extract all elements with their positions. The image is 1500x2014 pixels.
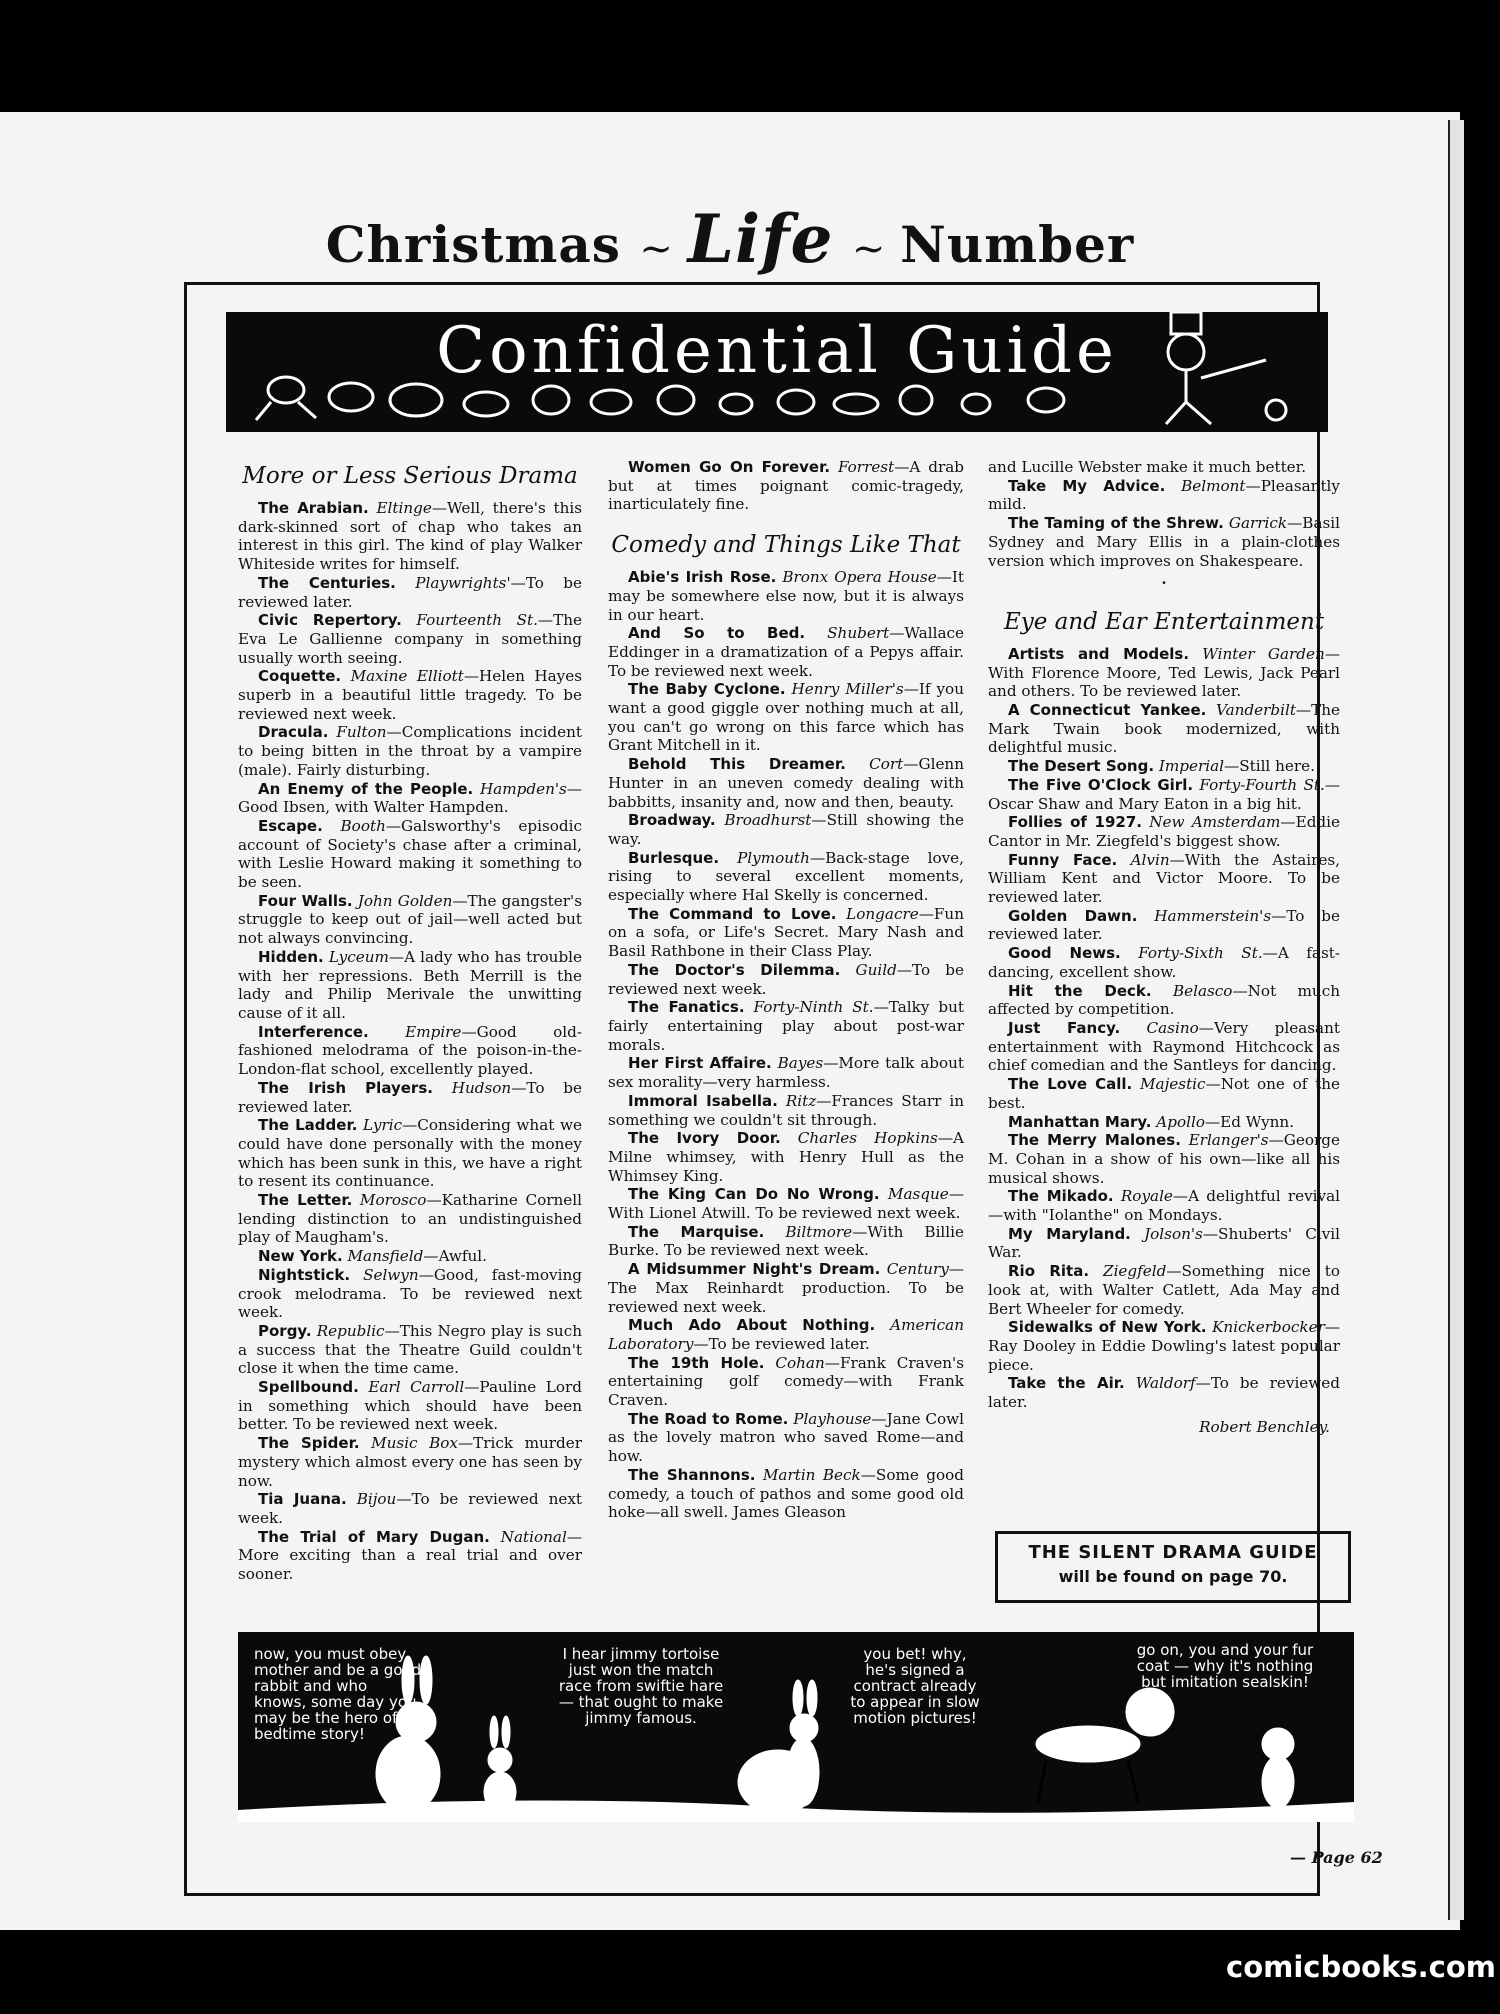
serious-drama-list <box>238 499 582 1584</box>
entry-title: The Merry Malones. <box>1008 1131 1181 1150</box>
guide-entry <box>608 849 964 905</box>
entry-title: Porgy. <box>258 1321 312 1340</box>
entry-description: —Wallace Eddinger in a dramatization of a Pepys affair. To be reviewed next week. <box>608 624 964 680</box>
entry-title: The Five O'Clock Girl. <box>1008 775 1194 794</box>
entry-theater: Royale <box>1120 1187 1173 1206</box>
entry-description: —If you want a good giggle over nothing much at all, you can't go wrong on this farce which has Grant Mitchell in it. <box>608 680 964 755</box>
entry-description: —Good Ibsen, with Walter Hampden. <box>238 779 583 817</box>
speech-bubble-hedgehog: I hear jimmy tortoise just won the match race from swiftie hare — that ought to make jimmy famous. <box>558 1645 724 1727</box>
entry-theater: Waldorf <box>1135 1374 1196 1393</box>
entry-description: —Very pleasant entertainment with Raymond Hitchcock as chief comedian and the Santleys for dancing. <box>988 1018 1340 1075</box>
entry-description: —With Billie Burke. To be reviewed next week. <box>608 1222 964 1260</box>
entry-title: Four Walls. <box>258 891 353 910</box>
entry-title: Interference. <box>258 1022 369 1041</box>
entry-title: New York. <box>258 1247 343 1266</box>
guide-entry <box>988 1318 1340 1374</box>
page-number: — Page 62 <box>1290 1848 1383 1867</box>
guide-entry <box>608 811 964 848</box>
entry-title: A Connecticut Yankee. <box>1008 701 1207 720</box>
entry-theater: Republic <box>316 1321 385 1340</box>
entry-title: Sidewalks of New York. <box>1008 1318 1207 1337</box>
masthead <box>0 200 1460 278</box>
entry-theater: Forty-Fourth St. <box>1199 775 1325 794</box>
guide-entry <box>988 1113 1340 1132</box>
entry-description: —To be reviewed later. <box>238 573 583 611</box>
entry-title: And So to Bed. <box>628 624 806 643</box>
guide-entry <box>988 1262 1340 1318</box>
entry-theater: National <box>500 1527 567 1546</box>
entry-description: —Ed Wynn. <box>1204 1112 1295 1131</box>
entry-title: Tia Juana. <box>258 1490 347 1509</box>
entry-theater: Selwyn <box>363 1265 419 1284</box>
guide-entry <box>608 1185 964 1222</box>
entry-title: The Mikado. <box>1008 1187 1114 1206</box>
entry-theater: Playhouse <box>793 1409 872 1428</box>
guide-entry <box>608 961 964 998</box>
entry-theater: Forty-Sixth St. <box>1138 944 1263 963</box>
entry-title: Rio Rita. <box>1008 1262 1090 1281</box>
entry-title: The Ladder. <box>258 1116 358 1135</box>
site-watermark: comicbooks.com <box>1226 1950 1496 1984</box>
entry-theater: Longacre <box>846 904 919 923</box>
guide-entry <box>238 1191 582 1247</box>
entry-title: Spellbound. <box>258 1378 359 1397</box>
entry-description: —It may be somewhere else now, but it is always in our heart. <box>608 568 964 624</box>
entry-theater: Apollo <box>1156 1112 1205 1131</box>
entry-description: —Talky but fairly entertaining play about post-war morals. <box>608 998 964 1054</box>
guide-entry <box>608 755 964 811</box>
continued-text: and Lucille Webster make it much better. <box>988 458 1307 476</box>
entry-description: —Pauline Lord in something which should have been better. To be reviewed next week. <box>238 1378 582 1434</box>
entry-theater: Guild <box>855 960 897 979</box>
entry-theater: Belasco <box>1172 981 1233 1000</box>
entry-description: —Ray Dooley in Eddie Dowling's latest popular piece. <box>988 1318 1341 1374</box>
entry-description: —Helen Hayes superb in a beautiful little tragedy. To be reviewed next week. <box>238 667 582 723</box>
entry-description: —To be reviewed next week. <box>238 1490 583 1527</box>
entry-theater: Imperial <box>1158 757 1225 776</box>
guide-entry <box>608 1054 964 1091</box>
guide-entry <box>988 813 1340 850</box>
entry-title: My Maryland. <box>1008 1224 1131 1243</box>
comedy-list <box>608 568 964 1522</box>
separator-dot: · <box>1161 574 1167 593</box>
speech-bubble-mother-rabbit: now, you must obey mother and be a good rabbit and who knows, some day you may be the hero of a bedtime story! <box>254 1645 422 1743</box>
entry-description: —To be reviewed later. <box>693 1334 870 1353</box>
guide-entry <box>988 851 1340 907</box>
entry-description: —This Negro play is such a success that the Theatre Guild couldn't close it when the time came. <box>238 1321 582 1378</box>
entry-title: Take the Air. <box>1008 1374 1125 1393</box>
entry-description: —Still here. <box>1224 757 1315 776</box>
entry-theater: Forty-Ninth St. <box>753 998 874 1017</box>
entry-title: The Trial of Mary Dugan. <box>258 1527 490 1546</box>
entry-description: —The Max Reinhardt production. To be reviewed next week. <box>608 1260 964 1316</box>
banner-title: Confidential Guide <box>436 314 1118 388</box>
entry-title: Much Ado About Nothing. <box>628 1316 876 1335</box>
guide-entry <box>608 1466 964 1522</box>
guide-entry <box>988 1075 1340 1112</box>
masthead-christmas: Christmas <box>325 215 621 274</box>
entry-title: The Shannons. <box>628 1465 756 1484</box>
entry-title: The Road to Rome. <box>628 1409 789 1428</box>
entry-theater: Hampden's <box>479 779 567 798</box>
guide-entry <box>988 701 1340 757</box>
bottom-cartoon-strip <box>238 1632 1354 1822</box>
entry-description: —The Eva Le Gallienne company in something usually worth seeing. <box>238 611 583 667</box>
page-spine-edge <box>1448 120 1464 1920</box>
comedy-continued-list <box>988 477 1340 571</box>
entry-theater: Casino <box>1146 1018 1199 1037</box>
entry-theater: Earl Carroll <box>368 1378 465 1397</box>
section-heading-eye-ear: Eye and Ear Entertainment <box>1003 608 1325 635</box>
entry-description: —More talk about sex morality—very harmless. <box>608 1054 965 1092</box>
entry-description: —Trick murder mystery which almost every one has seen by now. <box>238 1434 583 1490</box>
entry-title: The Fanatics. <box>628 998 745 1017</box>
entry-theater: Bronx Opera House <box>782 568 937 587</box>
entry-title: Abie's Irish Rose. <box>628 568 777 587</box>
guide-entry <box>238 892 582 948</box>
entry-theater: Biltmore <box>785 1222 853 1241</box>
entry-description: —The gangster's struggle to keep out of jail—well acted but not always convincing. <box>238 891 582 948</box>
entry-title: The Desert Song. <box>1008 757 1155 776</box>
entry-description: —Katharine Cornell lending distinction to an undistinguished play of Maugham's. <box>238 1191 582 1247</box>
guide-entry <box>238 780 582 817</box>
entry-title: Dracula. <box>258 723 329 742</box>
guide-banner <box>226 312 1328 432</box>
entry-theater: Maxine Elliott <box>350 667 464 686</box>
entry-description: —Still showing the way. <box>608 811 965 848</box>
entry-theater: Forrest <box>837 458 895 476</box>
entry-title: A Midsummer Night's Dream. <box>628 1260 881 1279</box>
guide-entry <box>988 645 1340 701</box>
entry-theater: Lyric <box>363 1116 403 1135</box>
entry-description: —Eddie Cantor in Mr. Ziegfeld's biggest show. <box>988 813 1340 850</box>
entry-theater: Broadhurst <box>724 811 812 830</box>
entry-description: —Back-stage love, rising to several excellent moments, especially where Hal Skelly is concerned. <box>608 848 964 905</box>
guide-entry <box>988 776 1340 813</box>
entry-title: The Love Call. <box>1008 1075 1133 1094</box>
guide-entry <box>988 944 1340 981</box>
entry-title: Immoral Isabella. <box>628 1091 778 1110</box>
entry-theater: John Golden <box>357 891 453 910</box>
guide-entry <box>608 1223 964 1260</box>
guide-entry <box>608 1316 964 1353</box>
guide-entry <box>608 1129 964 1185</box>
entry-theater: Martin Beck <box>762 1465 861 1484</box>
guide-entry <box>608 458 964 514</box>
entry-description: —To be reviewed next week. <box>608 960 965 998</box>
entry-title: Just Fancy. <box>1008 1018 1121 1037</box>
entry-theater: New Amsterdam <box>1149 813 1281 832</box>
entry-theater: Henry Miller's <box>791 680 904 699</box>
entry-title: Manhattan Mary. <box>1008 1112 1152 1131</box>
entry-theater: Cort <box>869 755 904 774</box>
entry-theater: Bijou <box>356 1490 397 1509</box>
entry-title: The Centuries. <box>258 573 396 592</box>
entry-theater: Winter Garden <box>1202 644 1325 663</box>
entry-description: —Shuberts' Civil War. <box>988 1224 1341 1262</box>
masthead-life: Life <box>687 200 834 278</box>
guide-entry <box>608 568 964 624</box>
entry-title: Nightstick. <box>258 1265 351 1284</box>
guide-entry <box>988 1225 1340 1262</box>
guide-entry <box>238 1116 582 1191</box>
entry-description: —Good old-fashioned melodrama of the poison-in-the-London-flat school, excellently played. <box>238 1022 583 1079</box>
guide-entry <box>238 499 582 574</box>
entry-theater: Ziegfeld <box>1103 1262 1167 1281</box>
entry-theater: Alvin <box>1130 850 1170 869</box>
serious-drama-continued-list <box>608 458 964 514</box>
entry-description: —Well, there's this dark-skinned sort of chap who takes an interest in this girl. The kind of play Walker Whiteside writes for himself. <box>238 499 583 574</box>
guide-entry <box>238 1378 582 1434</box>
entry-theater: Charles Hopkins <box>797 1129 938 1148</box>
entry-theater: Empire <box>405 1022 462 1041</box>
entry-description: —Frances Starr in something we couldn't sit through. <box>608 1091 964 1129</box>
section-heading-comedy: Comedy and Things Like That <box>611 532 961 559</box>
entry-theater: Majestic <box>1139 1075 1206 1094</box>
column-2 <box>608 458 964 1522</box>
entry-theater: Hudson <box>451 1078 512 1097</box>
entry-theater: Cohan <box>775 1353 825 1372</box>
entry-theater: Fourteenth St. <box>416 611 538 630</box>
entry-title: The 19th Hole. <box>628 1353 765 1372</box>
entry-theater: Erlanger's <box>1188 1131 1269 1150</box>
entry-title: Burlesque. <box>628 848 720 867</box>
guide-entry <box>238 1079 582 1116</box>
entry-description: —The Mark Twain book modernized, with delightful music. <box>988 701 1341 757</box>
author-signature: Robert Benchley. <box>1199 1417 1330 1436</box>
entry-description: —To be reviewed later. <box>988 1374 1341 1412</box>
entry-description: —Awful. <box>423 1247 487 1266</box>
entry-theater: Century <box>886 1260 949 1279</box>
entry-description: —Good, fast-moving crook melodrama. To be reviewed next week. <box>238 1265 582 1322</box>
column-1 <box>238 455 582 1584</box>
entry-description: —Jane Cowl as the lovely matron who saved Rome—and how. <box>608 1409 964 1466</box>
entry-title: The Arabian. <box>258 499 369 517</box>
entry-title: The Baby Cyclone. <box>628 680 786 699</box>
entry-title: Funny Face. <box>1008 850 1118 869</box>
guide-entry <box>608 624 964 680</box>
guide-entry <box>988 514 1340 570</box>
guide-entry <box>988 1131 1340 1187</box>
speech-bubble-rabbit: you bet! why, he's signed a contract already to appear in slow motion pictures! <box>850 1645 980 1727</box>
guide-entry <box>238 1023 582 1079</box>
silent-drama-guide-notice <box>995 1531 1351 1603</box>
guide-entry <box>608 1092 964 1129</box>
guide-entry <box>238 1434 582 1490</box>
entry-title: The Spider. <box>258 1434 360 1453</box>
guide-entry <box>238 817 582 892</box>
entry-theater: Knickerbocker <box>1212 1318 1325 1337</box>
entry-theater: American Laboratory <box>608 1316 964 1353</box>
entry-title: Hit the Deck. <box>1008 981 1152 1000</box>
entry-description: —Basil Sydney and Mary Ellis in a plain-clothes version which improves on Shakespeare. <box>988 514 1341 570</box>
entry-theater: Eltinge <box>376 499 432 517</box>
guide-entry <box>238 611 582 667</box>
entry-theater: Playwrights' <box>415 573 511 592</box>
entry-description: —Complications incident to being bitten in the throat by a vampire (male). Fairly disturbing. <box>238 723 582 779</box>
entry-theater: Masque <box>887 1185 949 1204</box>
entry-title: The Ivory Door. <box>628 1129 781 1148</box>
entry-description: —Frank Craven's entertaining golf comedy—with Frank Craven. <box>608 1353 965 1410</box>
section-heading-serious-drama: More or Less Serious Drama <box>242 463 578 489</box>
guide-entry <box>238 723 582 779</box>
entry-title: Women Go On Forever. <box>628 458 831 476</box>
guide-entry <box>988 757 1340 776</box>
entry-description: —Something nice to look at, with Walter Catlett, Ada May and Bert Wheeler for comedy. <box>988 1262 1341 1318</box>
guide-entry <box>988 477 1340 514</box>
guide-entry <box>988 1187 1340 1224</box>
entry-title: Good News. <box>1008 944 1121 963</box>
entry-theater: Booth <box>340 816 386 835</box>
entry-title: The Marquise. <box>628 1222 765 1241</box>
guide-entry <box>238 574 582 611</box>
entry-theater: Bayes <box>777 1054 824 1073</box>
entry-title: Coquette. <box>258 667 342 686</box>
guide-entry <box>238 1322 582 1378</box>
entry-title: Artists and Models. <box>1008 644 1190 663</box>
entry-description: —With the Astaires, William Kent and Victor Moore. To be reviewed later. <box>988 850 1340 907</box>
guide-entry <box>238 1490 582 1527</box>
speech-bubble-dog: go on, you and your fur coat — why it's nothing but imitation sealskin! <box>1136 1641 1314 1691</box>
guide-entry <box>238 1266 582 1322</box>
entry-description: —With Lionel Atwill. To be reviewed next week. <box>608 1185 964 1223</box>
entry-description: —More exciting than a real trial and over sooner. <box>238 1527 583 1584</box>
entry-title: The Doctor's Dilemma. <box>628 960 841 979</box>
guide-entry <box>608 998 964 1054</box>
guide-entry <box>988 907 1340 944</box>
guide-entry <box>608 905 964 961</box>
entry-title: Behold This Dreamer. <box>628 755 846 774</box>
entry-title: Escape. <box>258 816 323 835</box>
entry-description: —To be reviewed later. <box>238 1078 582 1116</box>
entry-title: The King Can Do No Wrong. <box>628 1185 880 1204</box>
entry-description: —Pleasantly mild. <box>988 476 1340 514</box>
entry-description: —Not one of the best. <box>988 1075 1340 1112</box>
guide-entry <box>608 1354 964 1410</box>
eye-ear-list <box>988 645 1340 1412</box>
notice-subtitle: will be found on page 70. <box>1058 1567 1288 1586</box>
entry-title: Golden Dawn. <box>1008 906 1138 925</box>
notice-title: THE SILENT DRAMA GUIDE <box>1028 1542 1318 1563</box>
entry-title: The Taming of the Shrew. <box>1008 514 1224 533</box>
entry-theater: Music Box <box>371 1434 458 1453</box>
entry-theater: Hammerstein's <box>1154 906 1272 925</box>
entry-description: —George M. Cohan in a show of his own—like all his musical shows. <box>988 1131 1340 1187</box>
entry-description: —Not much affected by competition. <box>988 981 1340 1019</box>
guide-entry <box>238 948 582 1023</box>
entry-description: —Considering what we could have done personally with the money which has been sunk in this, we have a right to resent its continuance. <box>238 1116 582 1191</box>
entry-theater: Garrick <box>1228 514 1288 533</box>
entry-theater: Morosco <box>359 1191 427 1210</box>
guide-entry <box>608 680 964 755</box>
entry-title: Follies of 1927. <box>1008 813 1142 832</box>
guide-entry <box>988 1374 1340 1411</box>
guide-entry <box>608 1260 964 1316</box>
entry-theater: Vanderbilt <box>1216 701 1296 720</box>
entry-description: —Fun on a sofa, or Life's Secret. Mary Nash and Basil Rathbone in their Class Play. <box>608 904 964 961</box>
entry-theater: Fulton <box>336 723 387 742</box>
entry-title: Take My Advice. <box>1008 476 1166 495</box>
entry-title: The Command to Love. <box>628 904 837 923</box>
entry-title: Broadway. <box>628 811 716 830</box>
entry-description: —Oscar Shaw and Mary Eaton in a big hit. <box>988 775 1340 813</box>
entry-description: —To be reviewed later. <box>988 906 1340 944</box>
masthead-number: Number <box>900 215 1135 274</box>
entry-theater: Mansfield <box>347 1247 424 1266</box>
entry-title: Civic Repertory. <box>258 611 402 630</box>
entry-theater: Plymouth <box>737 848 810 867</box>
entry-description: —With Florence Moore, Ted Lewis, Jack Pearl and others. To be reviewed later. <box>988 644 1340 701</box>
entry-title: Hidden. <box>258 947 324 966</box>
guide-entry <box>608 1410 964 1466</box>
entry-title: Her First Affaire. <box>628 1054 772 1073</box>
guide-entry <box>238 667 582 723</box>
entry-theater: Belmont <box>1181 476 1246 495</box>
guide-entry <box>238 1247 582 1266</box>
guide-entry <box>988 1019 1340 1075</box>
swash-ornament-left: ~ <box>639 226 688 272</box>
swash-ornament-right: ~ <box>851 226 901 272</box>
entry-theater: Lyceum <box>328 947 389 966</box>
entry-description: —Some good comedy, a touch of pathos and some good old hoke—all swell. James Gleason <box>608 1465 964 1522</box>
entry-description: —A lady who has trouble with her repressions. Beth Merrill is the lady and Philip Merivale the unwitting cause of it all. <box>238 947 583 1022</box>
entry-description: —A fast-dancing, excellent show. <box>988 944 1340 981</box>
entry-theater: Ritz <box>785 1091 817 1110</box>
entry-title: The Irish Players. <box>258 1078 433 1097</box>
guide-entry <box>238 1528 582 1584</box>
entry-description: —A drab but at times poignant comic-tragedy, inarticulately fine. <box>608 458 965 514</box>
entry-description: —Galsworthy's episodic account of Society's chase after a criminal, with Leslie Howard making it something to be seen. <box>238 816 583 892</box>
entry-theater: Jolson's <box>1144 1224 1203 1243</box>
entry-description: —Glenn Hunter in an uneven comedy dealing with babbitts, insanity and, now and then, beauty. <box>608 755 964 811</box>
entry-title: The Letter. <box>258 1191 353 1210</box>
guide-entry <box>988 982 1340 1019</box>
entry-theater: Shubert <box>827 624 890 643</box>
entry-title: An Enemy of the People. <box>258 779 474 798</box>
column-3 <box>988 458 1340 1436</box>
entry-description: —A delightful revival—with "Iolanthe" on Mondays. <box>988 1187 1341 1225</box>
entry-description: —A Milne whimsey, with Henry Hull as the Whimsey King. <box>608 1129 964 1185</box>
